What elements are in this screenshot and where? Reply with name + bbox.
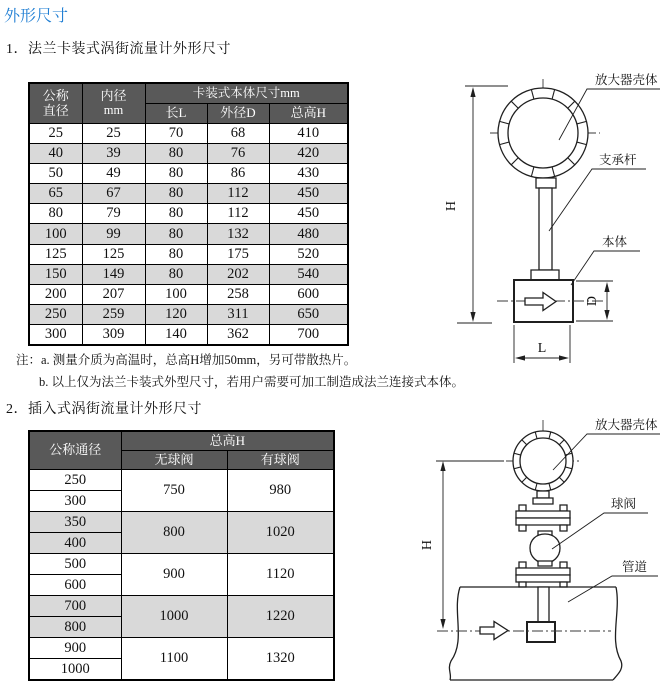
table-row — [29, 512, 334, 533]
insertion-type-diagram — [420, 405, 663, 683]
table-row — [29, 554, 334, 575]
table-notes — [16, 349, 476, 393]
table-row — [29, 304, 348, 324]
table-cell: 430 — [269, 164, 348, 184]
table-row — [29, 324, 348, 345]
table-cell: 80 — [145, 144, 207, 164]
section1-heading: 1．法兰卡装式涡街流量计外形尺寸 — [6, 42, 231, 57]
table-cell: 259 — [82, 304, 145, 324]
table-cell: 100 — [145, 284, 207, 304]
flange-table-header — [29, 83, 348, 124]
table-cell: 1000 — [121, 596, 227, 638]
table-cell: 750 — [121, 470, 227, 512]
table-cell: 400 — [29, 533, 121, 554]
table-cell: 175 — [207, 244, 269, 264]
flange-table — [28, 82, 349, 346]
body-label: 本体 — [602, 235, 628, 249]
col-header-without-ball-valve: 无球阀 — [121, 451, 227, 470]
table-cell: 76 — [207, 144, 269, 164]
table-cell: 309 — [82, 324, 145, 345]
table-cell: 800 — [121, 512, 227, 554]
table-cell: 100 — [29, 224, 82, 244]
table-row — [29, 264, 348, 284]
pipe-label: 管道 — [622, 560, 648, 574]
table-cell: 140 — [145, 324, 207, 345]
flange-table-body — [29, 124, 348, 346]
dim-l-label: L — [537, 341, 547, 356]
table-cell: 250 — [29, 304, 82, 324]
callout-pipe — [568, 560, 658, 602]
upper-flange — [516, 491, 570, 531]
note-b: b. 以上仅为法兰卡装式外型尺寸，若用户需要可加工制造成法兰连接式本体。 — [39, 375, 465, 389]
table-cell: 80 — [145, 224, 207, 244]
table-cell: 25 — [29, 124, 82, 144]
table-cell: 500 — [29, 554, 121, 575]
table-cell: 112 — [207, 204, 269, 224]
sensor-head — [527, 622, 555, 642]
dim-h-label: H — [444, 200, 459, 212]
table-cell: 258 — [207, 284, 269, 304]
table-cell: 49 — [82, 164, 145, 184]
table-cell: 70 — [145, 124, 207, 144]
table-cell: 80 — [145, 204, 207, 224]
table-cell: 125 — [82, 244, 145, 264]
support-rod-label: 支承杆 — [599, 153, 637, 167]
header-text: mm — [103, 103, 124, 118]
header-text: 直径 — [42, 102, 69, 118]
table-cell: 68 — [207, 124, 269, 144]
amplifier-housing-label: 放大器壳体 — [595, 73, 658, 87]
table-cell: 300 — [29, 324, 82, 345]
table-cell: 80 — [29, 204, 82, 224]
table-cell: 540 — [269, 264, 348, 284]
table-cell: 900 — [29, 638, 121, 659]
table-cell: 311 — [207, 304, 269, 324]
table-cell: 410 — [269, 124, 348, 144]
ball-valve-label: 球阀 — [611, 497, 637, 511]
amplifier-housing — [498, 88, 588, 178]
col-header-outer-diameter: 外径D — [207, 104, 269, 124]
table-cell: 125 — [29, 244, 82, 264]
table-cell: 120 — [145, 304, 207, 324]
dimension-h — [444, 86, 508, 323]
table-cell: 900 — [121, 554, 227, 596]
table-cell: 202 — [207, 264, 269, 284]
table-row — [29, 638, 334, 659]
amplifier-housing-label: 放大器壳体 — [595, 418, 658, 432]
table-cell: 65 — [29, 184, 82, 204]
table-row — [29, 284, 348, 304]
table-row — [29, 596, 334, 617]
table-cell: 25 — [82, 124, 145, 144]
table-row — [29, 224, 348, 244]
table-cell: 132 — [207, 224, 269, 244]
table-row — [29, 244, 348, 264]
col-header-nominal-bore: 公称通径 — [29, 431, 121, 470]
table-cell: 149 — [82, 264, 145, 284]
table-row — [29, 470, 334, 491]
col-header-length: 长L — [145, 104, 207, 124]
table-cell: 112 — [207, 184, 269, 204]
table-cell: 39 — [82, 144, 145, 164]
table-cell: 1220 — [227, 596, 334, 638]
table-cell: 1100 — [121, 638, 227, 681]
support-rod — [531, 178, 559, 280]
dimension-h — [420, 461, 504, 629]
table-cell: 980 — [227, 470, 334, 512]
table-row — [29, 164, 348, 184]
insertion-stem — [527, 587, 555, 642]
table-cell: 67 — [82, 184, 145, 204]
dimension-l — [514, 325, 570, 363]
dim-h-label: H — [420, 539, 435, 551]
callout-body — [571, 234, 640, 285]
table-cell: 800 — [29, 617, 121, 638]
dim-d-label: D — [585, 295, 600, 307]
table-cell: 700 — [269, 324, 348, 345]
table-cell: 200 — [29, 284, 82, 304]
table-row — [29, 204, 348, 224]
header-text: 公称 — [42, 88, 69, 104]
section2-heading: 2．插入式涡街流量计外形尺寸 — [6, 402, 202, 417]
flange-type-diagram — [425, 60, 663, 390]
table-cell: 79 — [82, 204, 145, 224]
table-cell: 350 — [29, 512, 121, 533]
table-row — [29, 184, 348, 204]
table-cell: 40 — [29, 144, 82, 164]
table-row — [29, 124, 348, 144]
table-cell: 150 — [29, 264, 82, 284]
col-header-nominal-diameter — [29, 83, 82, 124]
table-cell: 600 — [29, 575, 121, 596]
col-header-body-size-group: 卡装式本体尺寸mm — [145, 83, 348, 104]
table-row — [29, 144, 348, 164]
table-cell: 1120 — [227, 554, 334, 596]
page-title: 外形尺寸 — [4, 8, 69, 25]
note-a: 注：a. 测量介质为高温时，总高H增加50mm，另可带散热片。 — [16, 353, 357, 367]
table-cell: 700 — [29, 596, 121, 617]
table-cell: 80 — [145, 264, 207, 284]
insertion-table — [28, 430, 335, 681]
table-cell: 1020 — [227, 512, 334, 554]
table-cell: 420 — [269, 144, 348, 164]
amplifier-housing — [513, 431, 573, 491]
table-cell: 1000 — [29, 659, 121, 681]
table-cell: 1320 — [227, 638, 334, 681]
flow-arrow — [480, 622, 508, 640]
header-text: 内径 — [100, 87, 127, 103]
col-header-total-height-group: 总高H — [121, 431, 334, 451]
col-header-with-ball-valve: 有球阀 — [227, 451, 334, 470]
insertion-table-header — [29, 431, 334, 470]
table-cell: 362 — [207, 324, 269, 345]
table-cell: 80 — [145, 244, 207, 264]
table-cell: 250 — [29, 470, 121, 491]
table-cell: 300 — [29, 491, 121, 512]
col-header-total-height: 总高H — [269, 104, 348, 124]
col-header-inner-diameter — [82, 83, 145, 124]
ball-valve — [530, 531, 560, 566]
table-cell: 450 — [269, 184, 348, 204]
table-cell: 480 — [269, 224, 348, 244]
table-cell: 450 — [269, 204, 348, 224]
table-cell: 99 — [82, 224, 145, 244]
table-cell: 520 — [269, 244, 348, 264]
table-cell: 207 — [82, 284, 145, 304]
table-cell: 80 — [145, 184, 207, 204]
table-cell: 600 — [269, 284, 348, 304]
table-cell: 80 — [145, 164, 207, 184]
table-cell: 50 — [29, 164, 82, 184]
table-cell: 650 — [269, 304, 348, 324]
insertion-table-body — [29, 470, 334, 681]
table-cell: 86 — [207, 164, 269, 184]
